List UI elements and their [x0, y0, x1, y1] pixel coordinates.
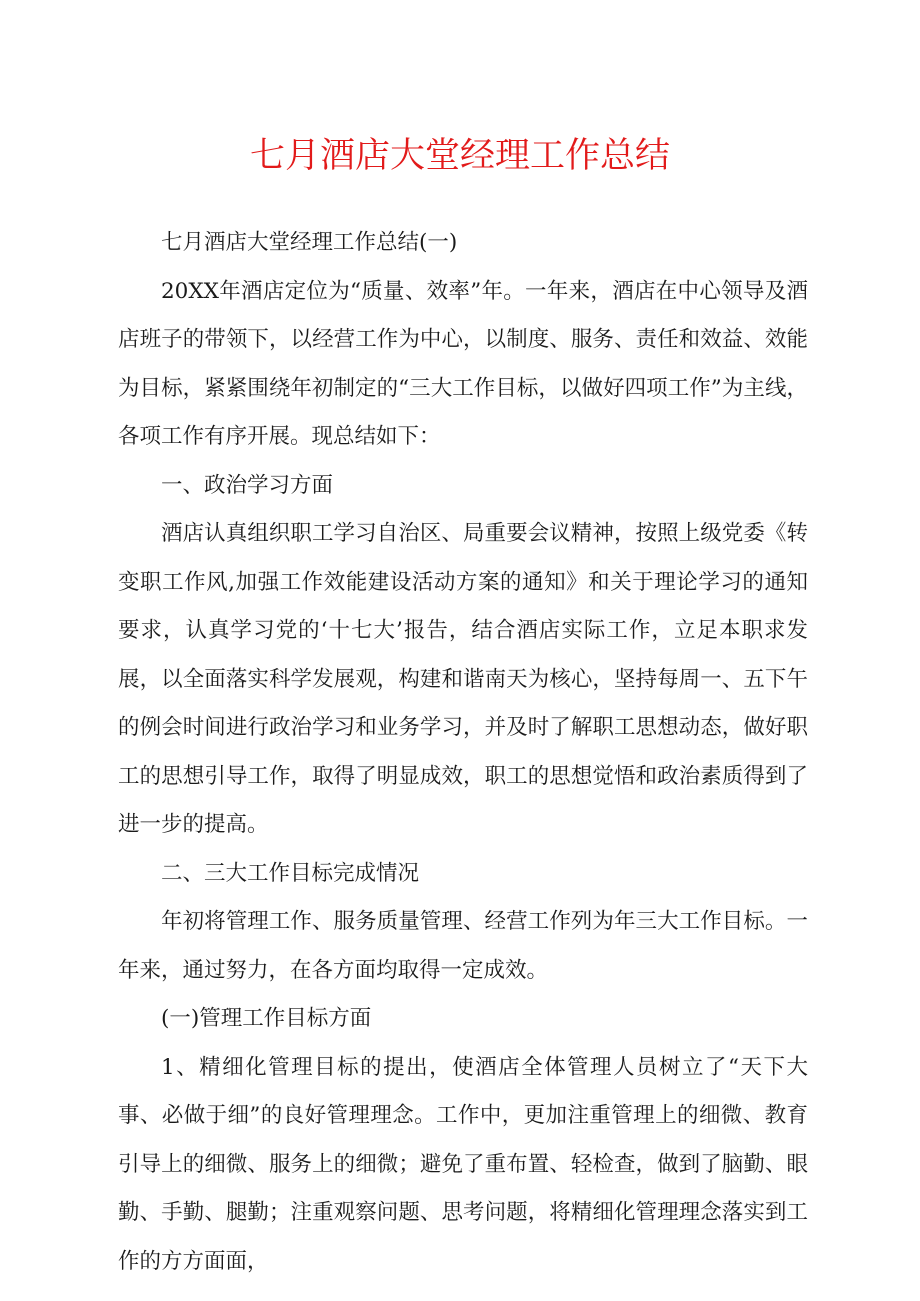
subsection-heading: (一)管理工作目标方面 — [161, 1006, 372, 1031]
body-paragraph: 酒店认真组织职工学习自治区、局重要会议精神，按照上级党委《转变职工作风,加强工作效能建设活动方案的通知》和关于理论学习的通知要求，认真学习党的‘十七大’报告，结合酒店实际工作，立足本职求发展，以全面落实科学发展观，构建和谐南天为核心，坚持每周一、五下午的例会时间进行政治学习和业务学习，并及时了解职工思想动态，做好职工的思想引导工作，取得了明显成效，职工的思想觉悟和政治素质得到了进一步的提高。 — [118, 521, 808, 837]
section-heading: 一、政治学习方面 — [161, 472, 334, 498]
body-paragraph: 1、精细化管理目标的提出，使酒店全体管理人员树立了“天下大事、必做于细”的良好管理理念。工作中，更加注重管理上的细微、教育引导上的细微、服务上的细微；避免了重布置、轻检查，做到了脑勤、眼勤、手勤、腿勤；注重观察问题、思考问题，将精细化管理理念落实到工作的方方面面， — [118, 1054, 808, 1274]
document-body — [0, 219, 920, 1286]
document-title: 七月酒店大堂经理工作总结 — [249, 136, 670, 176]
body-paragraph: 年初将管理工作、服务质量管理、经营工作列为年三大工作目标。一年来，通过努力，在各方面均取得一定成效。 — [118, 909, 808, 983]
section-heading: 七月酒店大堂经理工作总结(一) — [161, 230, 458, 255]
body-paragraph: 20XX年酒店定位为“质量、效率”年。一年来，酒店在中心领导及酒店班子的带领下，以经营工作为中心，以制度、服务、责任和效益、效能为目标，紧紧围绕年初制定的“三大工作目标，以做好四项工作”为主线，各项工作有序开展。现总结如下： — [118, 278, 808, 449]
section-heading: 二、三大工作目标完成情况 — [161, 860, 420, 886]
